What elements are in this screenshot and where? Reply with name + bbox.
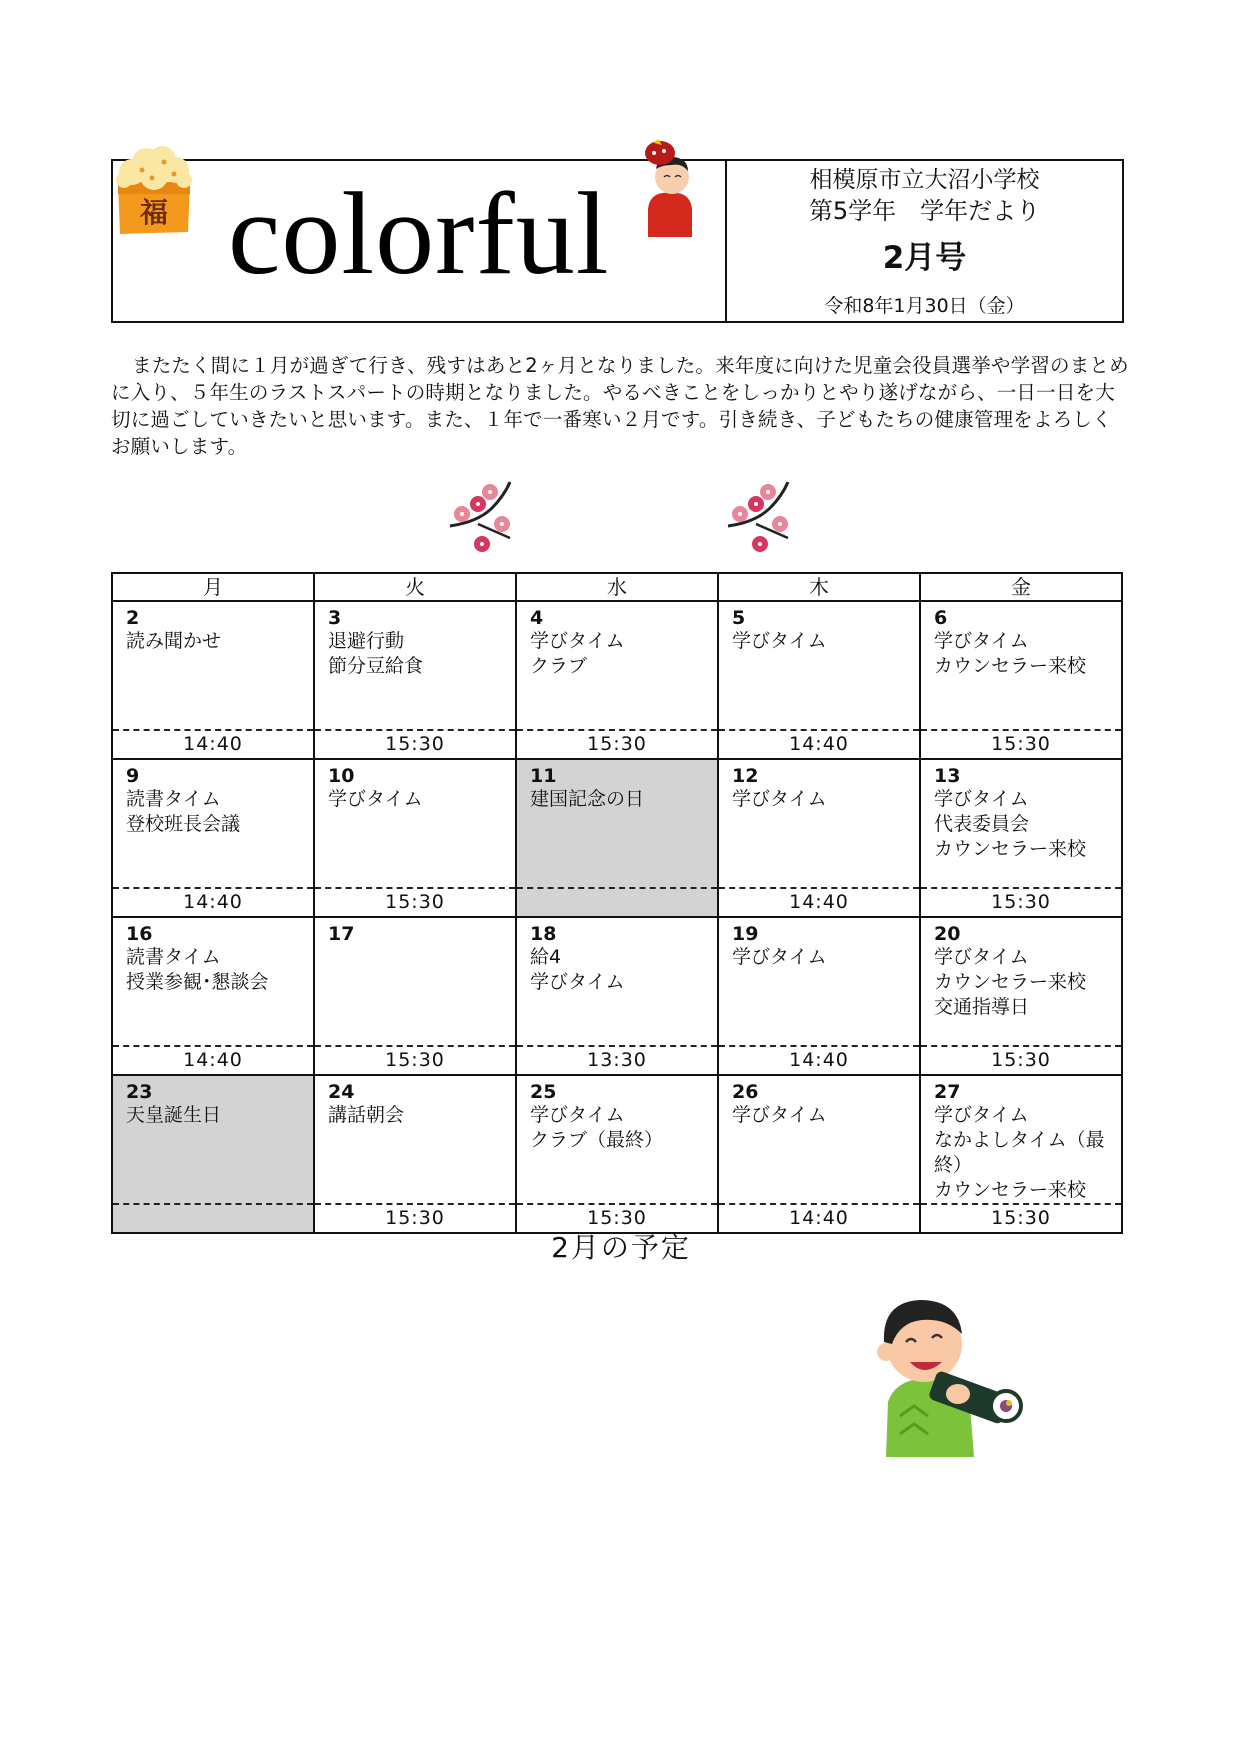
dismissal-time: 15:30 bbox=[516, 1204, 718, 1233]
calendar-day-cell bbox=[718, 759, 920, 888]
weekday-header: 木 bbox=[718, 573, 920, 601]
calendar-dismissal-row bbox=[112, 1046, 1122, 1075]
calendar-day-cell bbox=[516, 759, 718, 888]
dismissal-time: 14:40 bbox=[112, 888, 314, 917]
calendar-event: 給4 bbox=[530, 946, 562, 968]
calendar-dismissal-row bbox=[112, 730, 1122, 759]
calendar-day-cell bbox=[718, 917, 920, 1046]
calendar-caption: 2月の予定 bbox=[551, 1231, 691, 1264]
calendar-week-row bbox=[112, 917, 1122, 1046]
day-number: 2 bbox=[126, 607, 140, 629]
calendar-day-cell bbox=[920, 1075, 1122, 1204]
dismissal-time: 14:40 bbox=[112, 730, 314, 759]
oni-mask-child-icon bbox=[642, 139, 698, 237]
calendar-event: 節分豆給食 bbox=[328, 655, 424, 677]
issue-label: 2月号 bbox=[882, 240, 967, 276]
day-number: 9 bbox=[126, 765, 140, 787]
calendar-event: 学びタイム bbox=[328, 788, 423, 810]
calendar-event: 授業参観･懇談会 bbox=[126, 971, 269, 993]
ehomaki-boy-icon bbox=[866, 1282, 1026, 1457]
intro-paragraph: またたく間に１月が過ぎて行き、残すはあと2ヶ月となりました。来年度に向けた児童会役員選挙や学習のまとめに入り、５年生のラストスパートの時期となりました。やるべきことをしっかりとやり遂げながら、一日一日を大切に過ごしていきたいと思います。また、１年で一番寒い２月です。引き続き、子どもたちの健康管理をよろしくお願いします。 bbox=[111, 354, 1129, 458]
calendar-event: 登校班長会議 bbox=[126, 813, 241, 835]
calendar-event: 天皇誕生日 bbox=[126, 1104, 222, 1126]
day-number: 13 bbox=[934, 765, 961, 787]
dismissal-time: 15:30 bbox=[920, 888, 1122, 917]
day-number: 5 bbox=[732, 607, 746, 629]
calendar-day-cell bbox=[112, 1075, 314, 1204]
calendar-day-cell bbox=[314, 1075, 516, 1204]
dismissal-time: 15:30 bbox=[314, 1204, 516, 1233]
issue-date: 令和8年1月30日（金） bbox=[824, 295, 1025, 317]
newsletter-title: colorful bbox=[228, 168, 610, 299]
calendar-event: 交通指導日 bbox=[934, 996, 1030, 1018]
calendar-event: 学びタイム bbox=[934, 946, 1029, 968]
weekday-header-row bbox=[112, 573, 1122, 601]
day-number: 19 bbox=[732, 923, 759, 945]
fukumame-masu-icon bbox=[112, 140, 196, 236]
dismissal-time: 15:30 bbox=[314, 888, 516, 917]
calendar-day-cell bbox=[718, 1075, 920, 1204]
day-number: 16 bbox=[126, 923, 153, 945]
calendar-day-cell bbox=[314, 917, 516, 1046]
newsletter-header bbox=[111, 159, 1124, 323]
day-number: 12 bbox=[732, 765, 759, 787]
calendar-event: 学びタイム bbox=[530, 971, 625, 993]
calendar-event: 学びタイム bbox=[732, 946, 827, 968]
calendar-event: 読み聞かせ bbox=[126, 630, 222, 652]
calendar-day-cell bbox=[718, 601, 920, 730]
day-number: 26 bbox=[732, 1081, 759, 1103]
calendar-event: 講話朝会 bbox=[328, 1104, 405, 1126]
weekday-header: 月 bbox=[112, 573, 314, 601]
dismissal-time: 14:40 bbox=[718, 1204, 920, 1233]
calendar-event: 学びタイム bbox=[732, 788, 827, 810]
calendar-day-cell bbox=[314, 601, 516, 730]
calendar-day-cell bbox=[920, 917, 1122, 1046]
calendar-event: 学びタイム bbox=[934, 630, 1029, 652]
calendar-event: なかよしタイム（最終） bbox=[934, 1129, 1105, 1176]
calendar-event: 学びタイム bbox=[530, 1104, 625, 1126]
school-name: 相模原市立大沼小学校 bbox=[809, 167, 1040, 193]
calendar-day-cell bbox=[112, 917, 314, 1046]
calendar-event: クラブ bbox=[530, 655, 588, 677]
calendar-week-row bbox=[112, 1075, 1122, 1204]
calendar-event: カウンセラー来校 bbox=[934, 971, 1087, 993]
calendar-dismissal-row bbox=[112, 1204, 1122, 1233]
calendar-day-cell bbox=[314, 759, 516, 888]
calendar-event: 代表委員会 bbox=[934, 813, 1030, 835]
dismissal-time: 15:30 bbox=[920, 1204, 1122, 1233]
calendar-event: 読書タイム bbox=[126, 946, 221, 968]
calendar-event: 学びタイム bbox=[530, 630, 625, 652]
calendar-event: 建国記念の日 bbox=[530, 788, 645, 810]
calendar-dismissal-row bbox=[112, 888, 1122, 917]
day-number: 11 bbox=[530, 765, 557, 787]
calendar-event: カウンセラー来校 bbox=[934, 1179, 1087, 1201]
dismissal-time: 13:30 bbox=[516, 1046, 718, 1075]
day-number: 27 bbox=[934, 1081, 961, 1103]
dismissal-time: 15:30 bbox=[314, 730, 516, 759]
calendar-day-cell bbox=[112, 601, 314, 730]
calendar-day-cell bbox=[920, 759, 1122, 888]
dismissal-time: 15:30 bbox=[920, 730, 1122, 759]
dismissal-time: 14:40 bbox=[718, 888, 920, 917]
day-number: 3 bbox=[328, 607, 342, 629]
calendar-event: 学びタイム bbox=[934, 788, 1029, 810]
day-number: 17 bbox=[328, 923, 355, 945]
calendar-event: 学びタイム bbox=[732, 1104, 827, 1126]
weekday-header: 水 bbox=[516, 573, 718, 601]
ume-blossom-icon bbox=[448, 478, 524, 554]
day-number: 23 bbox=[126, 1081, 153, 1103]
day-number: 6 bbox=[934, 607, 948, 629]
calendar-day-cell bbox=[516, 917, 718, 1046]
dismissal-time: 14:40 bbox=[112, 1046, 314, 1075]
dismissal-time bbox=[516, 888, 718, 917]
calendar-event: 退避行動 bbox=[328, 630, 405, 652]
calendar-event: カウンセラー来校 bbox=[934, 655, 1087, 677]
day-number: 4 bbox=[530, 607, 544, 629]
calendar-event: 読書タイム bbox=[126, 788, 221, 810]
calendar-day-cell bbox=[516, 601, 718, 730]
calendar-day-cell bbox=[920, 601, 1122, 730]
day-number: 20 bbox=[934, 923, 961, 945]
calendar-body bbox=[112, 601, 1122, 1233]
dismissal-time: 14:40 bbox=[718, 730, 920, 759]
weekday-header: 金 bbox=[920, 573, 1122, 601]
dismissal-time bbox=[112, 1204, 314, 1233]
dismissal-time: 15:30 bbox=[920, 1046, 1122, 1075]
svg-text:福: 福 bbox=[139, 196, 169, 229]
calendar-week-row bbox=[112, 759, 1122, 888]
day-number: 25 bbox=[530, 1081, 557, 1103]
calendar-event: 学びタイム bbox=[934, 1104, 1029, 1126]
day-number: 10 bbox=[328, 765, 355, 787]
calendar-week-row bbox=[112, 601, 1122, 730]
dismissal-time: 14:40 bbox=[718, 1046, 920, 1075]
calendar-day-cell bbox=[112, 759, 314, 888]
day-number: 18 bbox=[530, 923, 557, 945]
calendar-event: クラブ（最終） bbox=[530, 1129, 664, 1151]
ume-blossom-icon bbox=[726, 478, 802, 554]
dismissal-time: 15:30 bbox=[314, 1046, 516, 1075]
dismissal-time: 15:30 bbox=[516, 730, 718, 759]
grade-newsletter-label: 第5学年 学年だより bbox=[808, 197, 1041, 225]
calendar-day-cell bbox=[516, 1075, 718, 1204]
calendar-event: 学びタイム bbox=[732, 630, 827, 652]
day-number: 24 bbox=[328, 1081, 355, 1103]
february-calendar bbox=[111, 572, 1123, 1234]
weekday-header: 火 bbox=[314, 573, 516, 601]
header-info bbox=[727, 161, 1122, 321]
calendar-event: カウンセラー来校 bbox=[934, 838, 1087, 860]
